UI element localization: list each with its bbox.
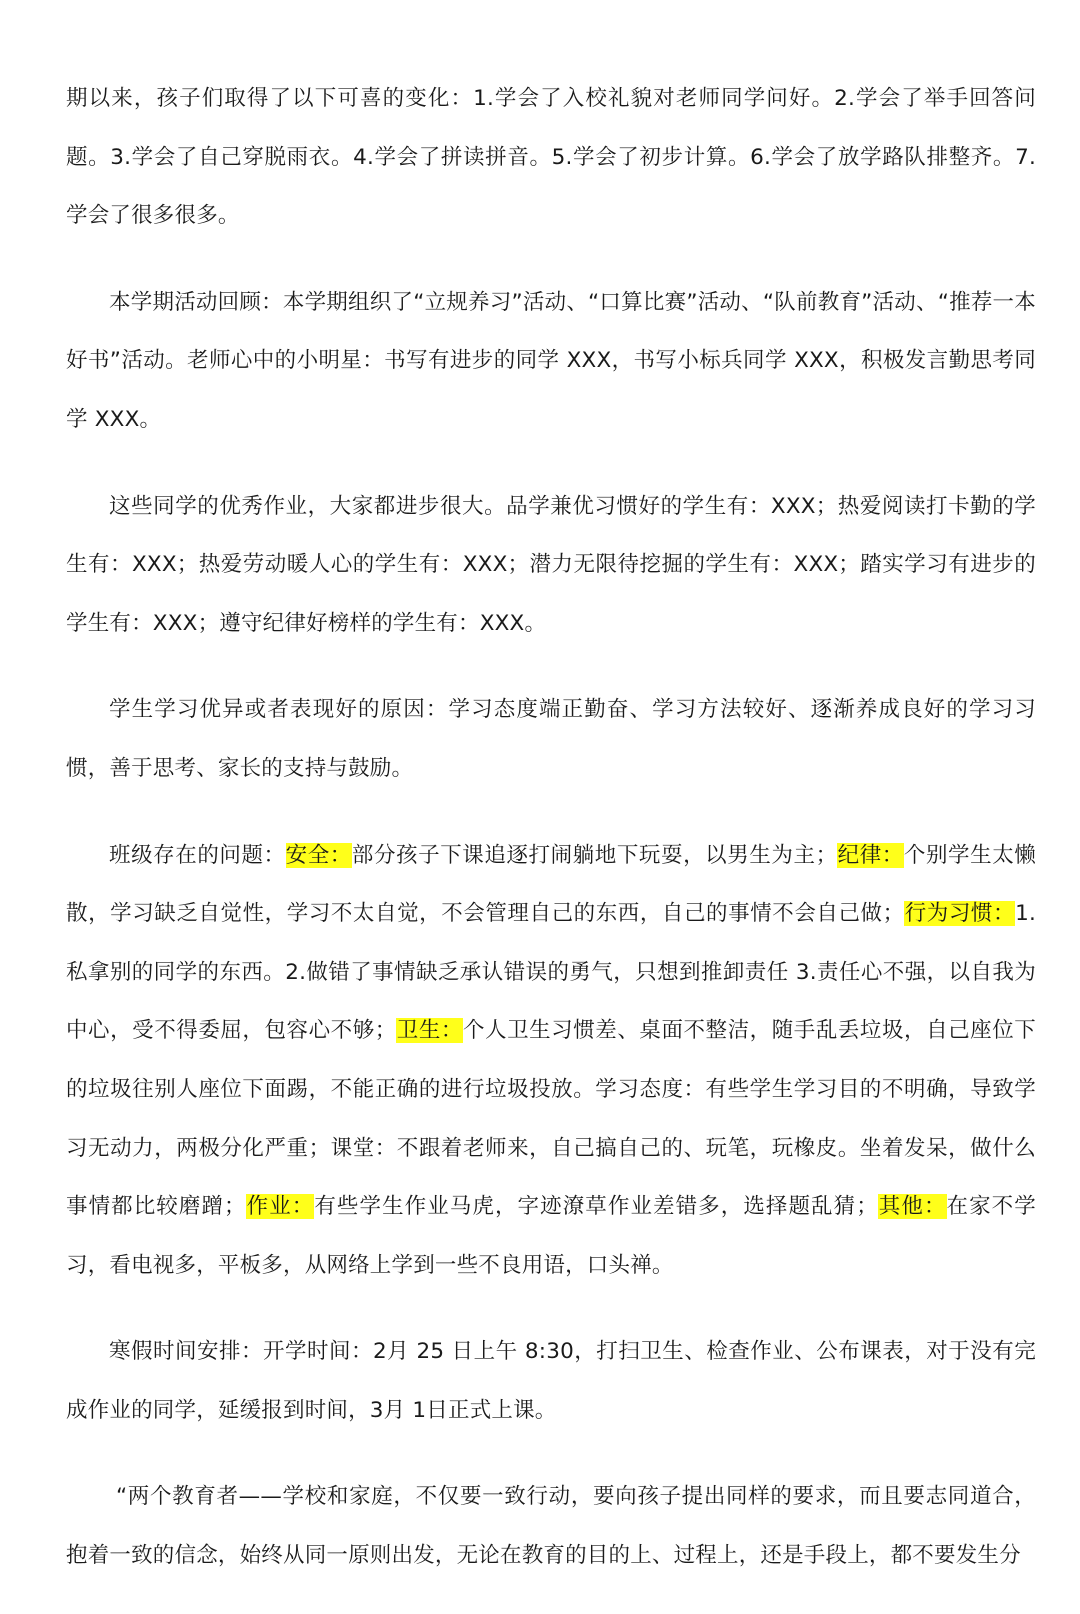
safety-text: 部分孩子下课追逐打闹躺地下玩耍，以男生为主； [351, 842, 838, 868]
paragraph-class-problems [66, 827, 1036, 1296]
highlight-other-label: 其他： [877, 1194, 947, 1220]
behavior-text: 1.私拿别的同学的东西。2.做错了事情缺乏承认错误的勇气，只想到推卸责任 3.责任心不强，以自我为中心，受不得委屈，包容心不够； [66, 901, 1036, 1044]
hygiene-text: 个人卫生习惯差、桌面不整洁，随手乱丢垃圾，自己座位下的垃圾往别人座位下面踢，不能正确的进行垃圾投放。学习态度：有些学生学习目的不明确，导致学习无动力，两极分化严重；课堂：不跟着老师来，自己搞自己的、玩笔，玩橡皮。坐着发呆，做什么事情都比较磨蹭； [66, 1018, 1036, 1220]
paragraph-reasons: 学生学习优异或者表现好的原因：学习态度端正勤奋、学习方法较好、逐渐养成良好的学习习惯，善于思考、家长的支持与鼓励。 [66, 697, 1036, 781]
highlight-safety-label: 安全： [285, 842, 352, 868]
document-page [66, 70, 1036, 1614]
paragraph-quote: “两个教育者——学校和家庭，不仅要一致行动，要向孩子提出同样的要求，而且要志同道合，抱着一致的信念，始终从同一原则出发，无论在教育的目的上、过程上，还是手段上，都不要发生分 [66, 1484, 1036, 1569]
highlight-homework-label: 作业： [245, 1194, 315, 1220]
paragraph-excellent-students: 这些同学的优秀作业，大家都进步很大。品学兼优习惯好的学生有：XXX；热爱阅读打卡勤的学生有：XXX；热爱劳动暖人心的学生有：XXX；潜力无限待挖掘的学生有：XXX；踏实学习有进步的学生有：XXX；遵守纪律好榜样的学生有：XXX。 [66, 493, 1036, 636]
highlight-hygiene-label: 卫生： [396, 1018, 463, 1044]
highlight-discipline-label: 纪律： [837, 842, 904, 868]
problems-intro: 班级存在的问题： [109, 842, 286, 868]
other-text: 在家不学习，看电视多，平板多，从网络上学到一些不良用语，口头禅。 [66, 1194, 1036, 1278]
highlight-behavior-label: 行为习惯： [904, 901, 1016, 927]
discipline-text: 个别学生太懒散，学习缺乏自觉性，学习不太自觉，不会管理自己的东西，自己的事情不会自己做； [66, 842, 1036, 927]
paragraph-progress: 期以来，孩子们取得了以下可喜的变化：1.学会了入校礼貌对老师同学问好。2.学会了举手回答问题。3.学会了自己穿脱雨衣。4.学会了拼读拼音。5.学会了初步计算。6.学会了放学路队排整齐。7.学会了很多很多。 [66, 86, 1036, 229]
paragraph-winter-break: 寒假时间安排：开学时间：2月 25 日上午 8:30，打扫卫生、检查作业、公布课表，对于没有完成作业的同学，延缓报到时间，3月 1日正式上课。 [66, 1339, 1036, 1423]
homework-text: 有些学生作业马虎，字迹潦草作业差错多，选择题乱猜； [314, 1194, 878, 1220]
paragraph-activities: 本学期活动回顾：本学期组织了“立规养习”活动、“口算比赛”活动、“队前教育”活动、“推荐一本好书”活动。老师心中的小明星：书写有进步的同学 XXX，书写小标兵同学 XXX，积极发言勤思考同学 XXX。 [66, 289, 1036, 432]
